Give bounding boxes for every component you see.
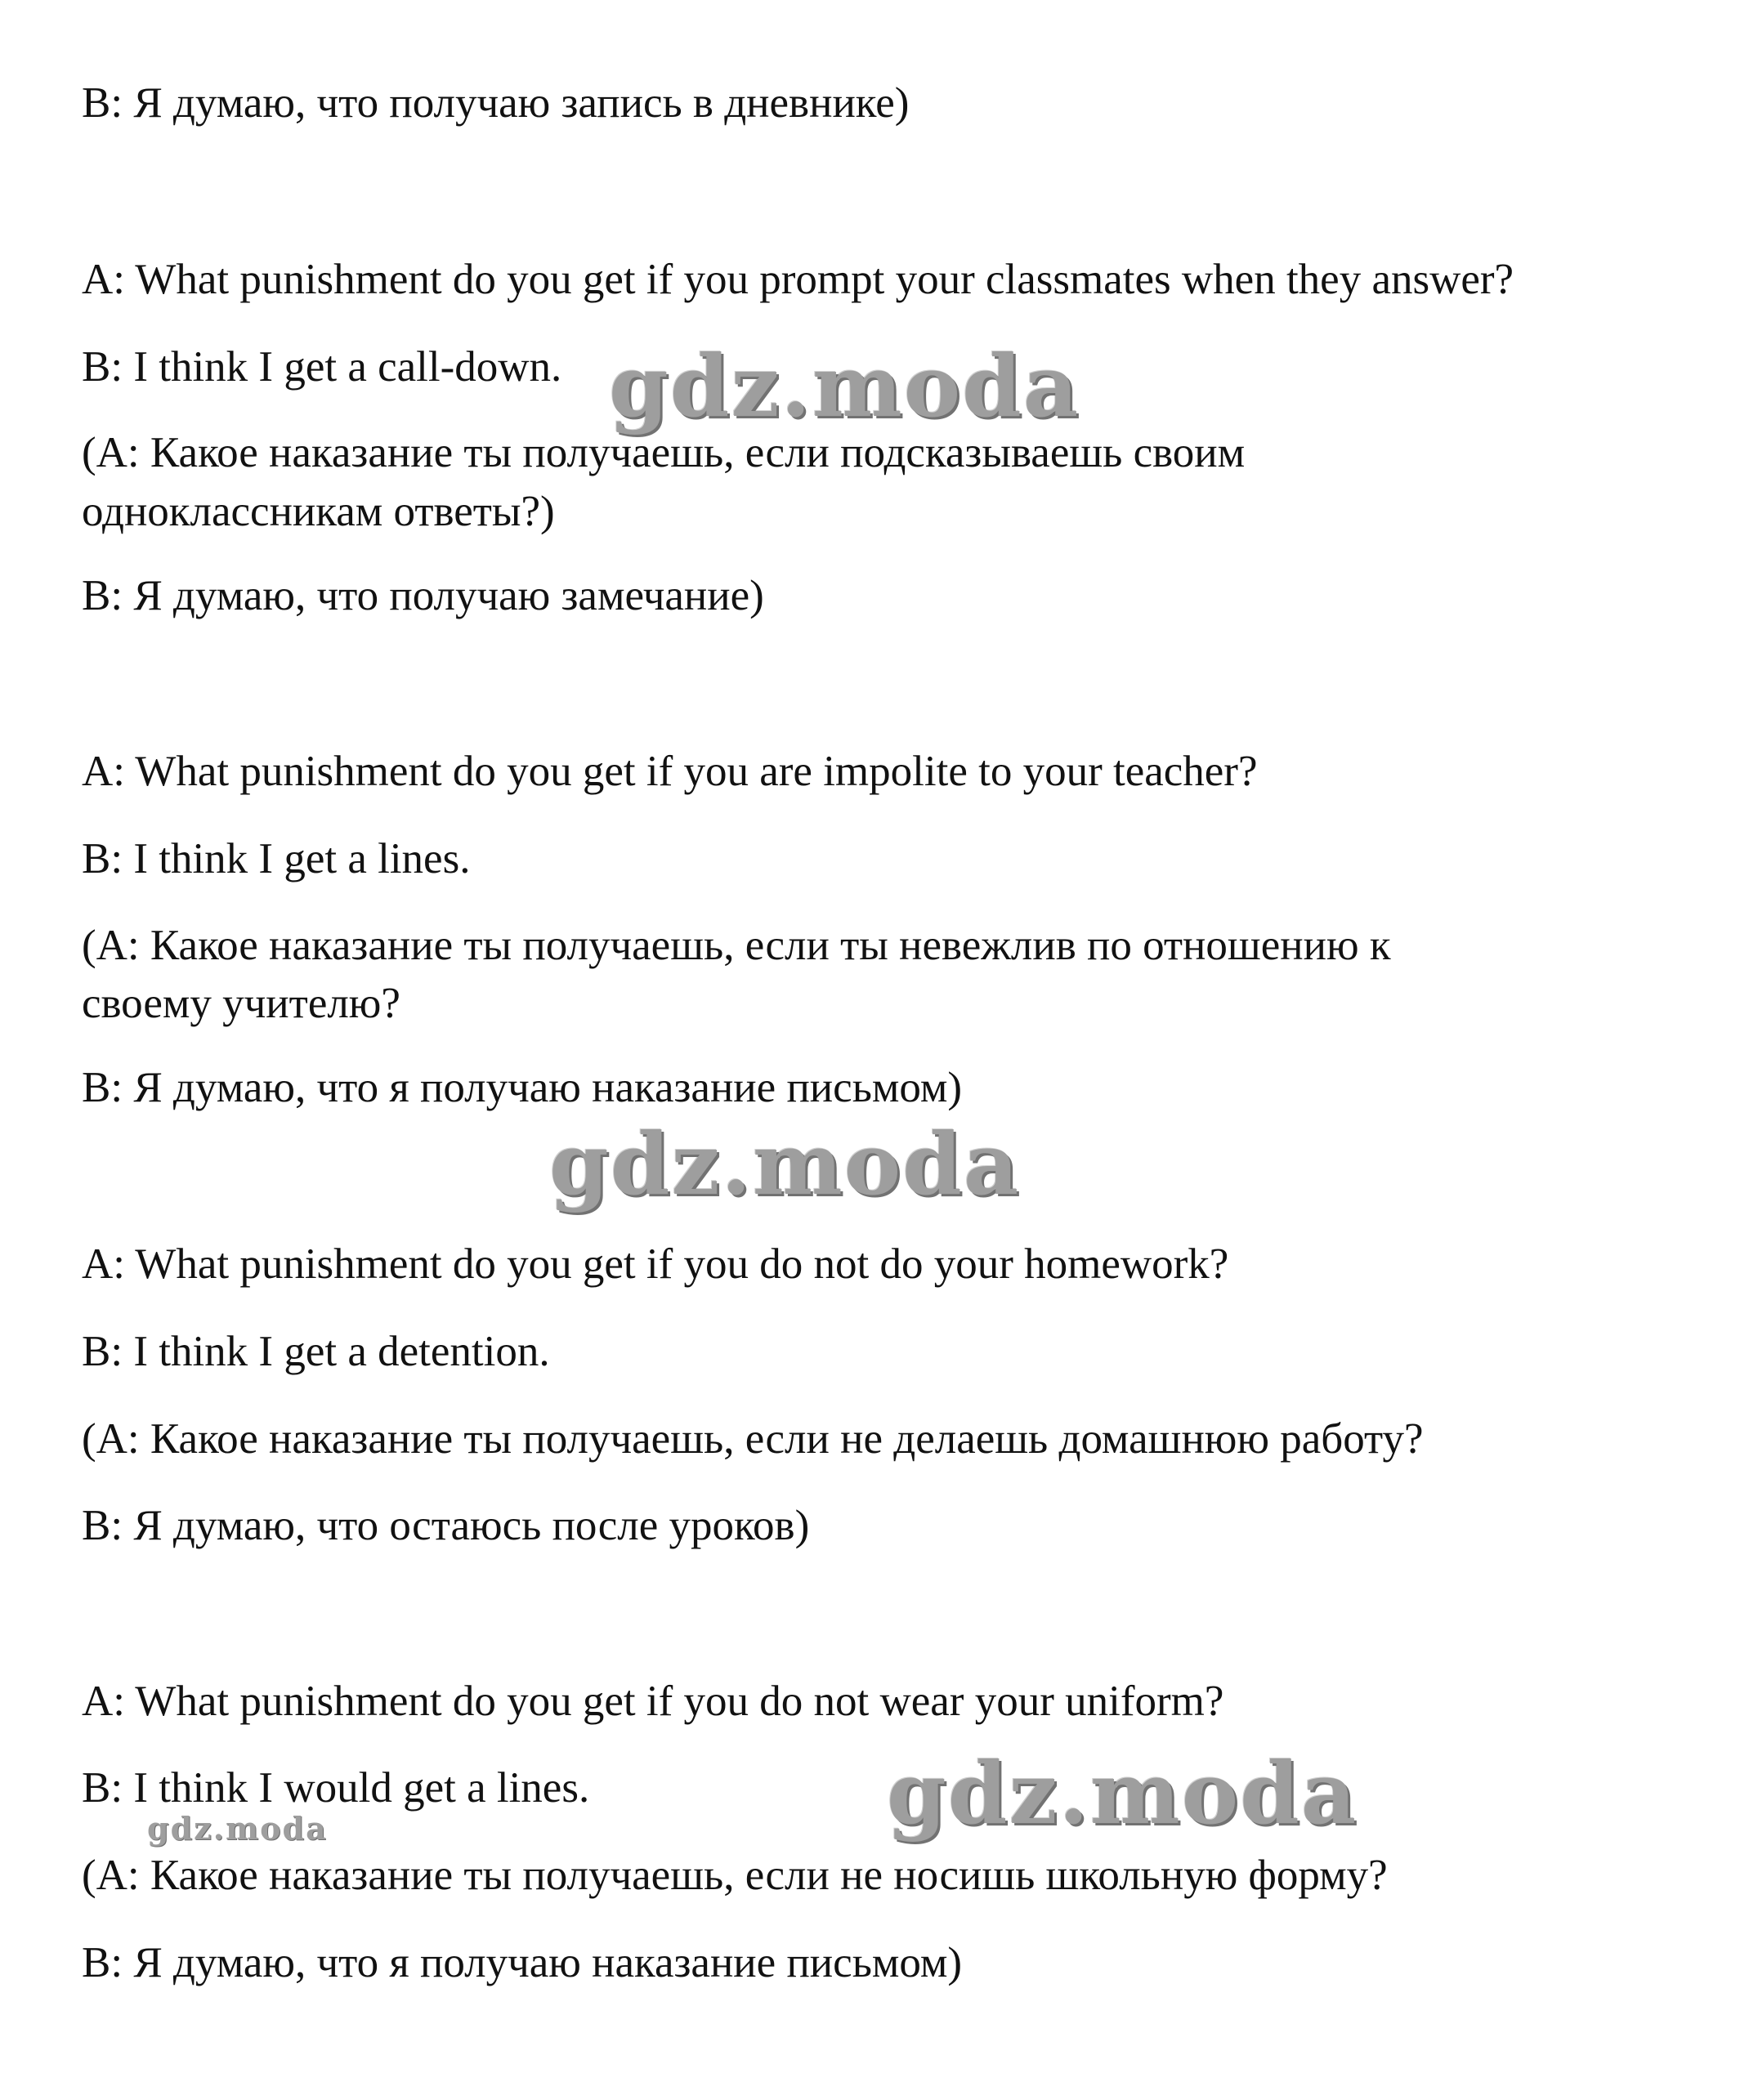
text-line: A: What punishment do you get if you are impolite to your teacher? xyxy=(82,748,1258,795)
text-line: (A: Какое наказание ты получаешь, если не носишь школьную форму? xyxy=(82,1852,1388,1899)
text-line: B: I think I would get a lines. xyxy=(82,1764,590,1812)
watermark: gdz.moda xyxy=(609,336,1080,436)
watermark: gdz.moda xyxy=(147,1810,328,1847)
text-line: B: Я думаю, что получаю замечание) xyxy=(82,572,764,619)
text-line: B: Я думаю, что получаю запись в дневнике) xyxy=(82,79,910,127)
text-line: своему учителю? xyxy=(82,980,400,1027)
watermark: gdz.moda xyxy=(549,1114,1021,1214)
text-line: A: What punishment do you get if you do not do your homework? xyxy=(82,1240,1229,1288)
text-line: A: What punishment do you get if you prompt your classmates when they answer? xyxy=(82,256,1514,303)
text-line: (A: Какое наказание ты получаешь, если ты невежлив по отношению к xyxy=(82,922,1391,969)
text-line: B: Я думаю, что я получаю наказание письмом) xyxy=(82,1939,963,1986)
text-line: B: I think I get a detention. xyxy=(82,1328,550,1375)
text-line: одноклассникам ответы?) xyxy=(82,488,555,535)
watermark: gdz.moda xyxy=(887,1743,1358,1843)
text-line: (A: Какое наказание ты получаешь, если подсказываешь своим xyxy=(82,429,1246,476)
text-line: B: Я думаю, что остаюсь после уроков) xyxy=(82,1502,810,1549)
text-line: B: I think I get a call-down. xyxy=(82,343,562,391)
text-line: A: What punishment do you get if you do not wear your uniform? xyxy=(82,1678,1224,1725)
text-line: (A: Какое наказание ты получаешь, если не делаешь домашнюю работу? xyxy=(82,1415,1424,1463)
text-line: B: Я думаю, что я получаю наказание письмом) xyxy=(82,1064,963,1111)
text-line: B: I think I get a lines. xyxy=(82,835,471,882)
